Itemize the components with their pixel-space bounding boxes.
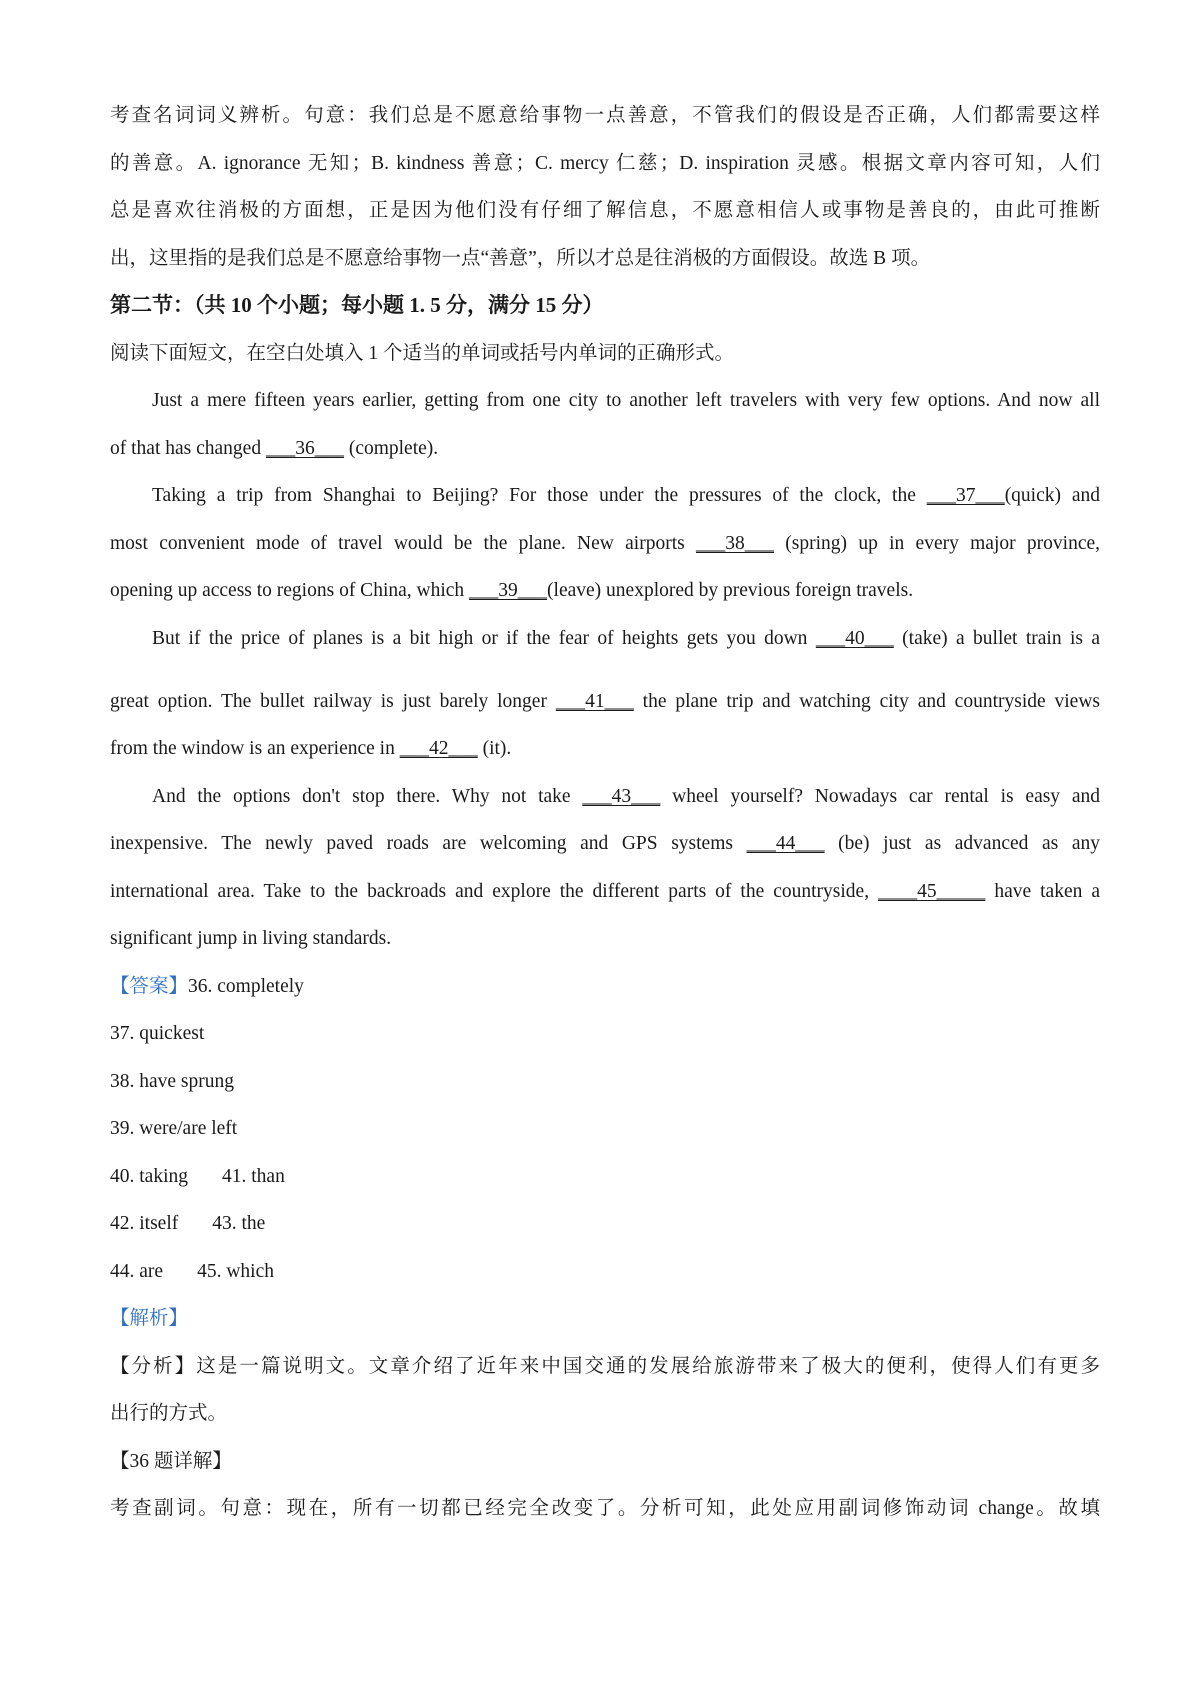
document-page bbox=[110, 92, 1100, 1533]
passage-p1-line-1: Just a mere fifteen years earlier, getting from one city to another left travelers with very few options. And now all bbox=[152, 390, 1100, 411]
answer-45: 45. which bbox=[197, 1260, 274, 1282]
passage-p3-line-3 bbox=[110, 725, 1100, 773]
answer-37: 37. quickest bbox=[110, 1023, 205, 1044]
text-segment: inexpensive. The newly paved roads are welcoming and GPS systems bbox=[110, 833, 747, 854]
answer-line-42-43 bbox=[110, 1200, 1100, 1248]
analysis-label: 【解析】 bbox=[110, 1308, 189, 1329]
answer-41: 41. than bbox=[222, 1165, 285, 1187]
text-segment: (spring) up in every major province, bbox=[774, 532, 1100, 554]
answer-line-40-41 bbox=[110, 1153, 1100, 1201]
blank-38: ___38___ bbox=[696, 532, 775, 554]
answer-line-36 bbox=[110, 963, 1100, 1011]
text-segment: from the window is an experience in bbox=[110, 738, 400, 759]
passage-p3-line-1 bbox=[110, 615, 1100, 678]
text-segment: have taken a bbox=[985, 880, 1100, 902]
prev-analysis-line-4: 出，这里指的是我们总是不愿意给事物一点“善意”，所以才总是往消极的方面假设。故选 B 项。 bbox=[110, 247, 931, 269]
text-segment: (it). bbox=[477, 738, 512, 759]
blank-36: ___36___ bbox=[265, 437, 344, 459]
blank-39: ___39___ bbox=[469, 580, 548, 601]
text-segment: (leave) unexplored by previous foreign travels. bbox=[547, 580, 914, 601]
passage-p2-line-1 bbox=[110, 472, 1100, 520]
text-segment: most convenient mode of travel would be the plane. New airports bbox=[110, 532, 697, 554]
answer-39: 39. were/are left bbox=[110, 1118, 238, 1139]
passage-p4-line-1 bbox=[110, 773, 1100, 821]
analysis-line-1: 【分析】这是一篇说明文。文章介绍了近年来中国交通的发展给旅游带来了极大的便利，使得人们有更多 bbox=[110, 1355, 1100, 1377]
text-segment: international area. Take to the backroads and explore the different parts of the countryside, bbox=[110, 880, 879, 902]
instruction: 阅读下面短文，在空白处填入 1 个适当的单词或括号内单词的正确形式。 bbox=[110, 342, 735, 364]
answer-44: 44. are bbox=[110, 1260, 164, 1282]
answer-40: 40. taking bbox=[110, 1165, 188, 1187]
text-segment: great option. The bullet railway is just barely longer bbox=[110, 690, 556, 712]
q36-line-1: 考查副词。句意：现在，所有一切都已经完全改变了。分析可知，此处应用副词修饰动词 change。故填 bbox=[110, 1498, 1100, 1519]
text-segment: the plane trip and watching city and countryside views bbox=[633, 690, 1100, 712]
text-segment: wheel yourself? Nowadays car rental is easy and bbox=[660, 785, 1100, 807]
prev-analysis-line-2: 的善意。A. ignorance 无知；B. kindness 善意；C. mercy 仁慈；D. inspiration 灵感。根据文章内容可知，人们 bbox=[110, 152, 1100, 174]
passage-p1-line-2 bbox=[110, 425, 1100, 473]
blank-45: ____45_____ bbox=[878, 880, 986, 902]
answer-43: 43. the bbox=[212, 1213, 266, 1234]
passage-p4-line-3 bbox=[110, 868, 1100, 916]
text-segment: (quick) and bbox=[1004, 485, 1100, 506]
answer-line-44-45 bbox=[110, 1248, 1100, 1296]
prev-analysis-line-3: 总是喜欢往消极的方面想，正是因为他们没有仔细了解信息，不愿意相信人或事物是善良的，由此可推断 bbox=[110, 200, 1100, 221]
analysis-line-2: 出行的方式。 bbox=[110, 1403, 228, 1424]
passage-p4-line-2 bbox=[110, 820, 1100, 868]
text-segment: (be) just as advanced as any bbox=[824, 833, 1100, 854]
section-title: 第二节：（共 10 个小题；每小题 1. 5 分，满分 15 分） bbox=[110, 293, 604, 317]
passage-p2-line-2 bbox=[110, 520, 1100, 568]
blank-37: ___37___ bbox=[926, 485, 1005, 506]
text-segment: (take) a bullet train is a bbox=[893, 627, 1100, 649]
passage-p3-line-2 bbox=[110, 678, 1100, 726]
passage-p4-line-4: significant jump in living standards. bbox=[110, 928, 392, 949]
answer-36: 36. completely bbox=[188, 975, 304, 997]
blank-40: ___40___ bbox=[815, 627, 894, 649]
q36-title: 【36 题详解】 bbox=[110, 1450, 232, 1472]
answer-38: 38. have sprung bbox=[110, 1070, 235, 1092]
blank-41: ___41___ bbox=[555, 690, 634, 712]
text-segment: But if the price of planes is a bit high or if the fear of heights gets you down bbox=[152, 627, 816, 649]
answer-label: 【答案】 bbox=[110, 975, 189, 997]
prev-analysis-line-1: 考查名词词义辨析。句意：我们总是不愿意给事物一点善意，不管我们的假设是否正确，人们都需要这样 bbox=[110, 105, 1100, 126]
passage-p2-line-3 bbox=[110, 567, 1100, 615]
text-segment: Taking a trip from Shanghai to Beijing? For those under the pressures of the clock, the bbox=[152, 485, 927, 506]
blank-43: ___43___ bbox=[582, 785, 661, 807]
text-segment: (complete). bbox=[343, 437, 439, 459]
answer-42: 42. itself bbox=[110, 1213, 179, 1234]
text-segment: opening up access to regions of China, which bbox=[110, 580, 470, 601]
text-segment: And the options don't stop there. Why not take bbox=[152, 785, 583, 807]
text-segment: of that has changed bbox=[110, 437, 266, 459]
blank-44: ___44___ bbox=[746, 833, 825, 854]
blank-42: ___42___ bbox=[399, 738, 478, 759]
